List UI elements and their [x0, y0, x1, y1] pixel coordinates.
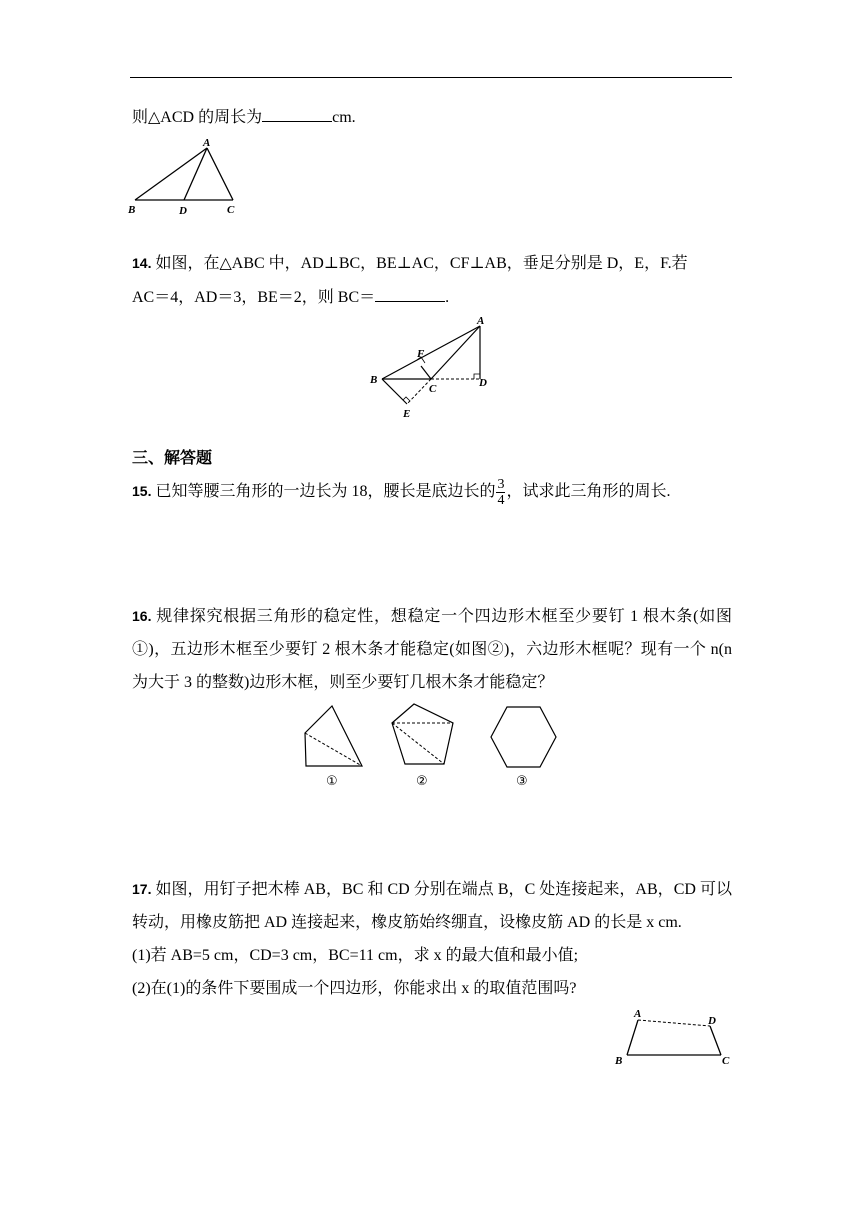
q17-label-a: A: [634, 1008, 642, 1020]
q17-number: 17.: [132, 881, 152, 897]
q14-text2a: AC＝4，AD＝3，BE＝2，则 BC＝: [132, 289, 376, 306]
q14-label-f: F: [417, 348, 425, 360]
q17-part1: (1)若 AB=5 cm，CD=3 cm，BC=11 cm，求 x 的最大值和最小值;: [132, 947, 579, 964]
q14-answer-blank[interactable]: [375, 286, 445, 302]
q17-text: 如图，用钉子把木棒 AB，BC 和 CD 分别在端点 B，C 处连接起来，AB，CD 可以转动，用橡皮筋把 AD 连接起来，橡皮筋始终绷直，设橡皮筋 AD 的长是 x cm.: [132, 881, 732, 931]
q13-triangle-figure: [125, 135, 255, 220]
hexagon-shape: [491, 707, 556, 767]
q15-text-a: 已知等腰三角形的一边长为 18，腰长是底边长的: [155, 483, 496, 500]
fig1-label: ①: [326, 774, 338, 789]
q16-text: 规律探究根据三角形的稳定性，想稳定一个四边形木框至少要钉 1 根木条(如图①)，五边形木框至少要钉 2 根木条才能稳定(如图②)，六边形木框呢？现有一个 n(n 为大于 3 的整数)边形木框，则至少要钉几根木条才能稳定？: [132, 608, 732, 691]
q14-number: 14.: [132, 255, 152, 271]
q13-label-d: D: [179, 205, 187, 217]
q14-text2b: .: [445, 289, 450, 306]
q14-text1: 如图，在△ABC 中，AD⊥BC，BE⊥AC，CF⊥AB，垂足分别是 D，E，F.若: [155, 255, 688, 272]
q15-text-b: ，试求此三角形的周长.: [506, 483, 671, 500]
q17-label-d: D: [708, 1015, 716, 1027]
q14-label-d: D: [479, 377, 487, 389]
q15-number: 15.: [132, 483, 152, 499]
q14-line1: [132, 253, 688, 274]
q14-label-c: C: [429, 383, 437, 395]
section-title: 三、解答题: [132, 448, 213, 467]
quadrilateral-shape: [305, 706, 362, 766]
q13-line: 则△ACD 的周长为: [132, 109, 263, 126]
q16-number: 16.: [132, 608, 152, 624]
q14-triangle-figure: [365, 312, 505, 422]
q17-label-b: B: [615, 1055, 623, 1067]
q15-frac-num: 3: [497, 476, 505, 492]
fig3-label: ③: [516, 774, 528, 789]
q17-label-c: C: [722, 1055, 730, 1067]
q14-label-e: E: [403, 408, 411, 420]
q13-label-a: A: [203, 137, 211, 149]
q13-text: [132, 106, 356, 128]
q13-label-c: C: [227, 204, 235, 216]
q13-answer-blank[interactable]: [262, 106, 332, 122]
q15-fraction: [496, 477, 505, 508]
q16-paragraph: [132, 600, 732, 699]
q14-label-a: A: [477, 315, 485, 327]
q15-frac-den: 4: [497, 492, 505, 508]
fig2-label: ②: [416, 774, 428, 789]
q14-label-b: B: [370, 374, 378, 386]
header-rule: [130, 77, 732, 78]
q17-paragraph: [132, 873, 732, 939]
q15-line: [132, 476, 671, 508]
q17-quadrilateral-figure: [610, 1005, 735, 1075]
q13-label-b: B: [128, 204, 136, 216]
q17-part2: (2)在(1)的条件下要围成一个四边形，你能求出 x 的取值范围吗?: [132, 980, 577, 997]
q16-polygons-figure: [295, 700, 565, 795]
q14-line2: [132, 286, 449, 308]
q13-unit: cm.: [332, 109, 356, 126]
pentagon-shape: [392, 704, 453, 764]
